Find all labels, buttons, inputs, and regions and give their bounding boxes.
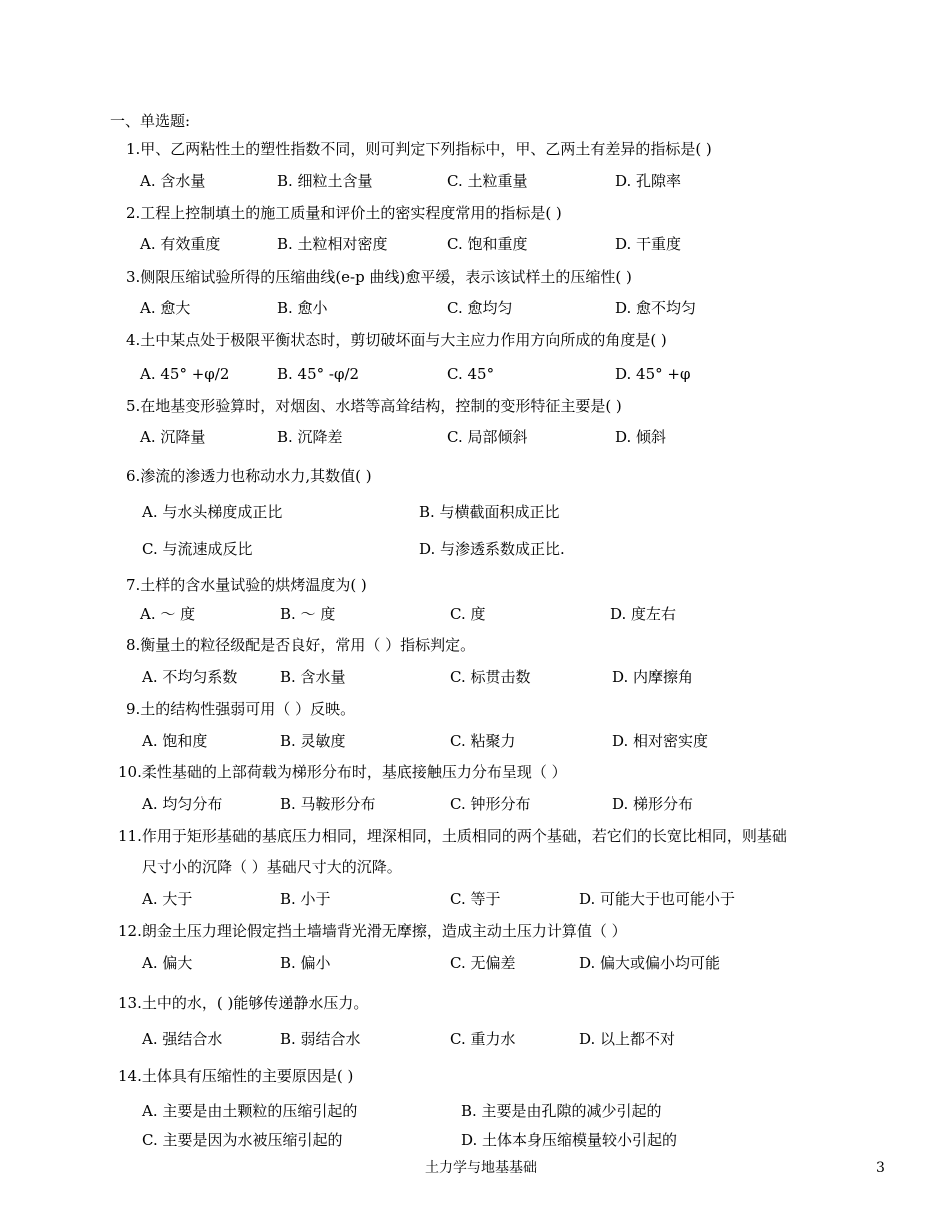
q10-option-c: C. 钟形分布	[450, 795, 531, 813]
question-13-stem: 13.土中的水，( )能够传递静水压力。	[118, 994, 369, 1012]
q2-option-d: D. 干重度	[615, 235, 682, 253]
q9-option-a: A. 饱和度	[142, 732, 208, 750]
question-5-stem: 5.在地基变形验算时，对烟囱、水塔等高耸结构，控制的变形特征主要是( )	[126, 397, 622, 415]
q11-option-b: B. 小于	[280, 890, 331, 908]
q8-option-a: A. 不均匀系数	[142, 668, 238, 686]
q10-option-a: A. 均匀分布	[142, 795, 223, 813]
q12-option-b: B. 偏小	[280, 954, 331, 972]
q4-option-d: D. 45° +φ	[615, 365, 691, 383]
q5-option-d: D. 倾斜	[615, 428, 667, 446]
q3-option-c: C. 愈均匀	[447, 299, 513, 317]
q13-option-d: D. 以上都不对	[579, 1030, 676, 1048]
question-11-stem: 11.作用于矩形基础的基底压力相同，埋深相同，土质相同的两个基础，若它们的长宽比相同，则基础	[118, 827, 787, 845]
q14-option-c: C. 主要是因为水被压缩引起的	[142, 1131, 343, 1149]
section-title: 一、单选题:	[110, 112, 191, 130]
q6-option-a: A. 与水头梯度成正比	[142, 503, 283, 521]
footer-title: 土力学与地基基础	[425, 1160, 537, 1176]
q13-option-b: B. 弱结合水	[280, 1030, 361, 1048]
question-8-stem: 8.衡量土的粒径级配是否良好，常用（ ）指标判定。	[126, 636, 476, 654]
q12-option-a: A. 偏大	[142, 954, 193, 972]
q7-option-b: B. ～ 度	[280, 605, 336, 623]
q4-option-a: A. 45° +φ/2	[140, 365, 230, 383]
q6-option-b: B. 与横截面积成正比	[419, 503, 560, 521]
q1-option-a: A. 含水量	[140, 172, 206, 190]
question-6-stem: 6.渗流的渗透力也称动水力,其数值( )	[126, 467, 372, 485]
q8-option-b: B. 含水量	[280, 668, 346, 686]
q5-option-b: B. 沉降差	[277, 428, 343, 446]
q8-option-c: C. 标贯击数	[450, 668, 531, 686]
q3-option-d: D. 愈不均匀	[615, 299, 697, 317]
q2-option-c: C. 饱和重度	[447, 235, 528, 253]
question-14-stem: 14.土体具有压缩性的主要原因是( )	[118, 1067, 354, 1085]
q11-option-c: C. 等于	[450, 890, 501, 908]
question-1-stem: 1.甲、乙两粘性土的塑性指数不同，则可判定下列指标中，甲、乙两土有差异的指标是( )	[126, 140, 712, 158]
q9-option-c: C. 粘聚力	[450, 732, 516, 750]
question-4-stem: 4.土中某点处于极限平衡状态时，剪切破坏面与大主应力作用方向所成的角度是( )	[126, 331, 667, 349]
q10-option-d: D. 梯形分布	[612, 795, 694, 813]
q5-option-c: C. 局部倾斜	[447, 428, 528, 446]
q6-option-c: C. 与流速成反比	[142, 540, 253, 558]
q4-option-c: C. 45°	[447, 365, 495, 383]
q3-option-b: B. 愈小	[277, 299, 328, 317]
q13-option-c: C. 重力水	[450, 1030, 516, 1048]
question-9-stem: 9.土的结构性强弱可用（ ）反映。	[126, 700, 356, 718]
q11-option-a: A. 大于	[142, 890, 193, 908]
q14-option-d: D. 土体本身压缩模量较小引起的	[461, 1131, 678, 1149]
q2-option-b: B. 土粒相对密度	[277, 235, 388, 253]
question-12-stem: 12.朗金土压力理论假定挡土墙墙背光滑无摩擦，造成主动土压力计算值（ ）	[118, 922, 627, 940]
q13-option-a: A. 强结合水	[142, 1030, 223, 1048]
q2-option-a: A. 有效重度	[140, 235, 221, 253]
q8-option-d: D. 内摩擦角	[612, 668, 694, 686]
q7-option-c: C. 度	[450, 605, 486, 623]
q12-option-c: C. 无偏差	[450, 954, 516, 972]
q6-option-d: D. 与渗透系数成正比.	[419, 540, 565, 558]
q7-option-a: A. ～ 度	[140, 605, 196, 623]
q1-option-d: D. 孔隙率	[615, 172, 682, 190]
q3-option-a: A. 愈大	[140, 299, 191, 317]
question-11-stem-cont: 尺寸小的沉降（ ）基础尺寸大的沉降。	[142, 858, 402, 876]
question-2-stem: 2.工程上控制填土的施工质量和评价土的密实程度常用的指标是( )	[126, 204, 562, 222]
q7-option-d: D. 度左右	[610, 605, 677, 623]
q10-option-b: B. 马鞍形分布	[280, 795, 376, 813]
question-3-stem: 3.侧限压缩试验所得的压缩曲线(e-p 曲线)愈平缓，表示该试样土的压缩性( )	[126, 268, 632, 286]
q12-option-d: D. 偏大或偏小均可能	[579, 954, 721, 972]
q9-option-d: D. 相对密实度	[612, 732, 709, 750]
q11-option-d: D. 可能大于也可能小于	[579, 890, 736, 908]
question-7-stem: 7.土样的含水量试验的烘烤温度为( )	[126, 576, 367, 594]
q14-option-a: A. 主要是由土颗粒的压缩引起的	[142, 1102, 358, 1120]
q5-option-a: A. 沉降量	[140, 428, 206, 446]
q9-option-b: B. 灵敏度	[280, 732, 346, 750]
q4-option-b: B. 45° -φ/2	[277, 365, 360, 383]
question-10-stem: 10.柔性基础的上部荷载为梯形分布时，基底接触压力分布呈现（ ）	[118, 763, 567, 781]
q1-option-c: C. 土粒重量	[447, 172, 528, 190]
page-number: 3	[876, 1160, 885, 1176]
q1-option-b: B. 细粒土含量	[277, 172, 373, 190]
q14-option-b: B. 主要是由孔隙的减少引起的	[461, 1102, 662, 1120]
